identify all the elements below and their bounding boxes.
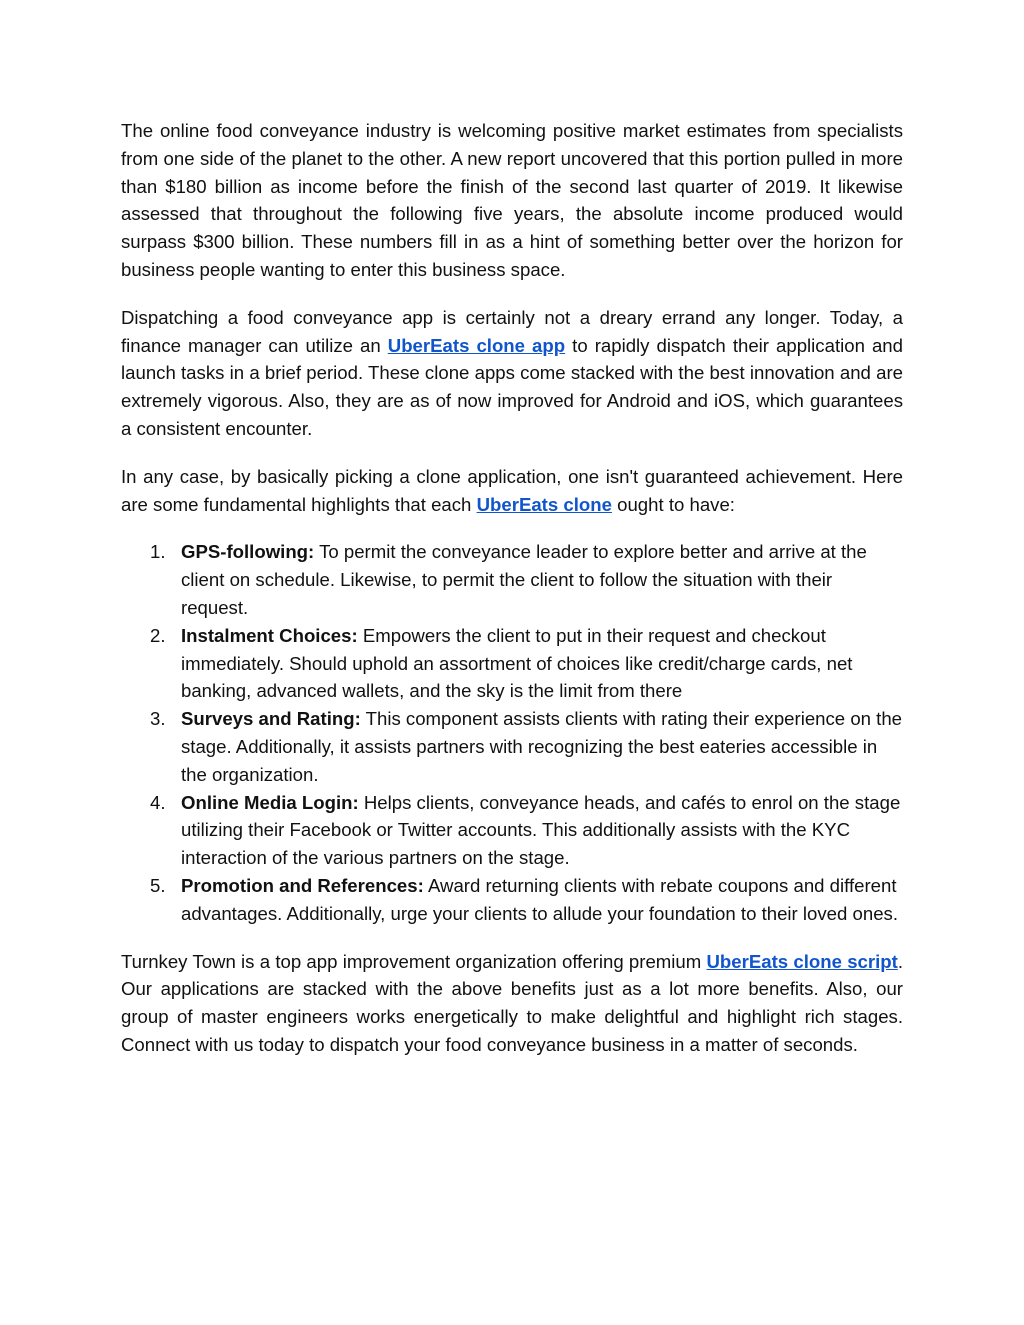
feature-item-surveys bbox=[121, 705, 903, 788]
list-number: 4. bbox=[150, 791, 166, 813]
feature-description: This component assists clients with rating their experience on the stage. Additionally, it assists partners with recognizing the best eateries accessible in the organization. bbox=[181, 708, 903, 785]
highlights-intro-paragraph bbox=[121, 463, 903, 519]
document-page bbox=[121, 117, 903, 1059]
feature-title: Promotion and References: bbox=[181, 874, 424, 896]
list-number: 5. bbox=[150, 874, 166, 896]
feature-title: GPS-following: bbox=[181, 541, 315, 563]
feature-description: To permit the conveyance leader to explore better and arrive at the client on schedule. Likewise, to permit the client to follow the situation with their request. bbox=[181, 541, 867, 618]
feature-description: Empowers the client to put in their request and checkout immediately. Should uphold an assortment of choices like credit/charge cards, net banking, advanced wallets, and the sky is the limit from there bbox=[181, 624, 853, 702]
ubereats-clone-app-link[interactable]: UberEats clone app bbox=[387, 334, 566, 356]
list-number: 1. bbox=[150, 541, 166, 563]
list-number: 2. bbox=[150, 624, 166, 646]
feature-title: Surveys and Rating: bbox=[181, 708, 361, 730]
intro-paragraph: The online food conveyance industry is welcoming positive market estimates from specialists from one side of the planet to the other. A new report uncovered that this portion pulled in more than $180 billion as income before the finish of the second last quarter of 2019. It likewise assessed that throughout the following five years, the absolute income produced would surpass $300 billion. These numbers fill in as a hint of something better over the horizon for business people wanting to enter this business space. bbox=[121, 120, 903, 280]
feature-item-gps bbox=[121, 538, 903, 621]
highlights-intro-text-after: ought to have: bbox=[611, 493, 735, 515]
feature-item-instalment bbox=[121, 622, 903, 705]
feature-description: Helps clients, conveyance heads, and cafés to enrol on the stage utilizing their Facebook or Twitter accounts. This additionally assists with the KYC interaction of the various partners on the stage. bbox=[181, 791, 901, 869]
ubereats-clone-link[interactable]: UberEats clone bbox=[476, 493, 612, 515]
feature-list bbox=[121, 538, 903, 927]
clone-app-paragraph-text-after: to rapidly dispatch their application and launch tasks in a brief period. These clone apps come stacked with the best innovation and are extremely vigorous. Also, they are as of now improved for Android and iOS, which guarantees a consistent encounter. bbox=[121, 334, 903, 439]
ubereats-clone-script-link[interactable]: UberEats clone script bbox=[706, 950, 898, 972]
closing-text-after: . Our applications are stacked with the above benefits just as a lot more benefits. Also, our group of master engineers works energetically to make delightful and highlight rich stages. Connect with us today to dispatch your food conveyance business in a matter of seconds. bbox=[121, 950, 903, 1055]
feature-item-promotion bbox=[121, 872, 903, 928]
feature-title: Online Media Login: bbox=[181, 791, 359, 813]
clone-app-paragraph bbox=[121, 304, 903, 443]
feature-description: Award returning clients with rebate coupons and different advantages. Additionally, urge your clients to allude your foundation to their loved ones. bbox=[181, 874, 899, 924]
feature-item-media-login bbox=[121, 789, 903, 872]
list-number: 3. bbox=[150, 708, 166, 730]
closing-paragraph bbox=[121, 948, 903, 1059]
clone-app-paragraph-text-before: Dispatching a food conveyance app is certainly not a dreary errand any longer. Today, a finance manager can utilize an bbox=[121, 306, 903, 356]
feature-title: Instalment Choices: bbox=[181, 624, 358, 646]
closing-text-before: Turnkey Town is a top app improvement organization offering premium bbox=[121, 950, 707, 972]
highlights-intro-text-before: In any case, by basically picking a clone application, one isn't guaranteed achievement. Here are some fundamental highlights that each bbox=[121, 465, 903, 515]
